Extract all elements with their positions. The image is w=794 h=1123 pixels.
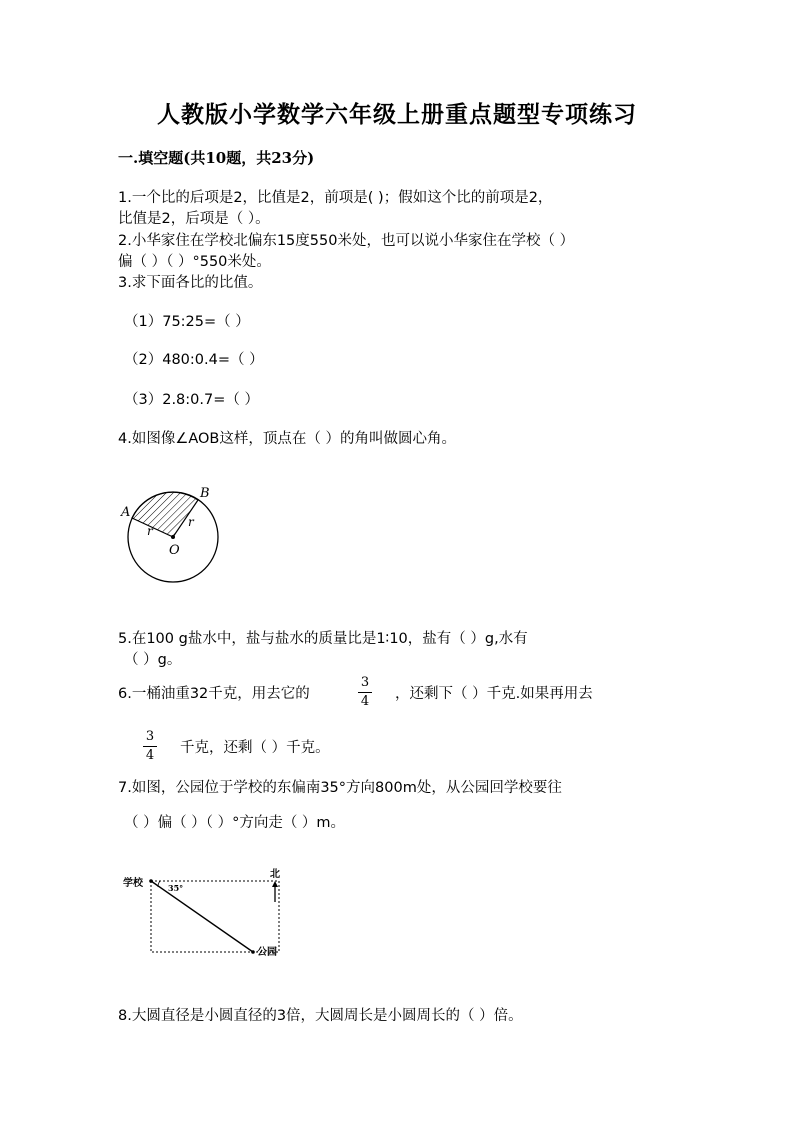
central-angle-figure [115, 480, 235, 590]
park-label: 公园 [257, 947, 277, 958]
north-arrow-head [272, 881, 278, 887]
section-heading: 一.填空题(共10题，共23分) [118, 149, 315, 167]
question-7-line-1: 7.如图，公园位于学校的东偏南35°方向800m处，从公园回学校要往 [118, 780, 562, 796]
center-point [171, 535, 175, 539]
label-b: B [200, 486, 210, 501]
question-3-sub-3: （3）2.8:0.7=（ ） [124, 392, 259, 408]
question-1-line-2: 比值是2，后项是（ ）。 [118, 211, 270, 227]
fraction-numerator: 3 [145, 729, 155, 744]
question-8-line-1: 8.大圆直径是小圆直径的3倍，大圆周长是小圆周长的（ ）倍。 [118, 1008, 523, 1024]
question-7-line-2: （ ）偏（ ）（ ）°方向走（ ）m。 [124, 815, 346, 831]
school-point [149, 879, 153, 883]
question-2-line-2: 偏（ ）（ ）°550米处。 [118, 254, 271, 270]
fraction-numerator: 3 [360, 675, 370, 690]
question-6-part-3: 千克，还剩（ ）千克。 [180, 740, 330, 756]
school-label: 学校 [123, 878, 143, 889]
question-3-sub-2: （2）480:0.4=（ ） [124, 352, 264, 368]
question-3-sub-1: （1）75:25=（ ） [124, 314, 250, 330]
fraction-denominator: 4 [360, 694, 370, 709]
angle-label: 35° [168, 883, 184, 893]
fraction-bar [143, 746, 157, 747]
label-a: A [121, 505, 131, 520]
school-to-park-line [151, 881, 253, 952]
question-6-part-2: ，还剩下（ ）千克.如果再用去 [395, 686, 593, 702]
fraction-three-quarters-2 [141, 729, 159, 764]
question-6-part-1: 6.一桶油重32千克，用去它的 [118, 686, 310, 702]
question-5-line-1: 5.在100 g盐水中，盐与盐水的质量比是1∶10，盐有（ ）g,水有 [118, 631, 528, 647]
fraction-denominator: 4 [145, 748, 155, 763]
school-park-map [118, 862, 293, 967]
page-title: 人教版小学数学六年级上册重点题型专项练习 [157, 101, 637, 128]
label-r-left: r [147, 524, 153, 538]
question-1-line-1: 1.一个比的后项是2，比值是2，前项是( )；假如这个比的前项是2， [118, 190, 553, 206]
label-o: O [169, 543, 180, 558]
park-point [251, 950, 255, 954]
fraction-three-quarters-1 [356, 675, 374, 710]
north-label: 北 [270, 869, 280, 880]
question-2-line-1: 2.小华家住在学校北偏东15度550米处，也可以说小华家住在学校（ ） [118, 233, 575, 249]
question-5-line-2: （ ）g。 [124, 652, 182, 668]
question-4-line-1: 4.如图像∠AOB这样，顶点在（ ）的角叫做圆心角。 [118, 431, 456, 447]
fraction-bar [358, 692, 372, 693]
question-3-line-1: 3.求下面各比的比值。 [118, 275, 263, 291]
label-r-right: r [188, 515, 194, 529]
